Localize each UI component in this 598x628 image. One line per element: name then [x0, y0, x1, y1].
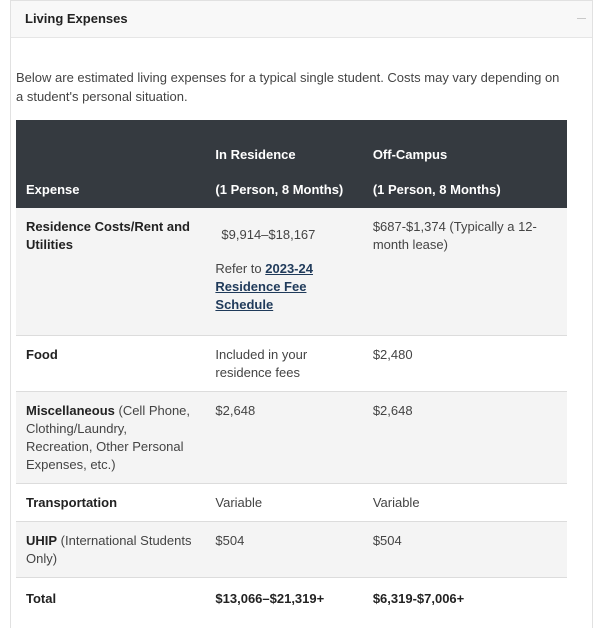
header-off-campus	[363, 120, 567, 208]
table-row	[16, 335, 567, 391]
table-row-total	[16, 577, 567, 617]
residence-cell: Variable	[205, 483, 362, 521]
offcampus-total-cell: $6,319-$7,006+	[372, 590, 465, 606]
panel-title: Living Expenses	[25, 11, 128, 26]
table-row	[16, 391, 567, 483]
expenses-table	[16, 120, 567, 617]
residence-cell	[205, 208, 362, 335]
table-row	[16, 208, 567, 335]
header-residence-line1: In Residence	[215, 147, 296, 162]
header-offcampus-line1: Off-Campus	[372, 147, 448, 162]
residence-fee-schedule-link[interactable]: 2023-24 Residence Fee Schedule	[215, 261, 313, 312]
offcampus-cell: $504	[363, 521, 567, 577]
table-header-row	[16, 120, 567, 208]
header-expense	[16, 120, 205, 208]
header-offcampus-line2: (1 Person, 8 Months)	[372, 182, 501, 197]
intro-text: Below are estimated living expenses for a typical single student. Costs may vary depending on a student's personal situation.	[16, 70, 560, 104]
expense-label-cell: Total	[26, 590, 57, 606]
table-row	[16, 483, 567, 521]
expense-label-cell: Transportation	[16, 483, 205, 521]
residence-total-cell: $13,066–$21,319+	[215, 590, 325, 606]
table-row	[16, 521, 567, 577]
residence-cell: $2,648	[205, 391, 362, 483]
expense-label-cell: Food	[16, 335, 205, 391]
header-expense-label: Expense	[26, 182, 80, 197]
residence-cost-value: $9,914–$18,167	[221, 227, 316, 242]
header-residence-line2: (1 Person, 8 Months)	[215, 182, 344, 197]
panel-header[interactable]	[11, 1, 592, 38]
header-in-residence	[205, 120, 362, 208]
offcampus-cell: $2,480	[363, 335, 567, 391]
offcampus-cell: $687-$1,374 (Typically a 12-month lease)	[363, 208, 567, 335]
expense-label-cell: Residence Costs/Rent and Utilities	[16, 208, 205, 335]
expense-label-cell: UHIP (International Students Only)	[16, 521, 205, 577]
residence-cell: Included in your residence fees	[205, 335, 362, 391]
offcampus-cell: $2,648	[363, 391, 567, 483]
expense-label-cell: Miscellaneous (Cell Phone, Clothing/Laundry, Recreation, Other Personal Expenses, etc.)	[16, 391, 205, 483]
offcampus-cell: Variable	[363, 483, 567, 521]
collapse-minus-icon[interactable]	[577, 18, 586, 19]
residence-refer: Refer to 2023-24 Residence Fee Schedule	[215, 261, 313, 312]
residence-cell: $504	[205, 521, 362, 577]
